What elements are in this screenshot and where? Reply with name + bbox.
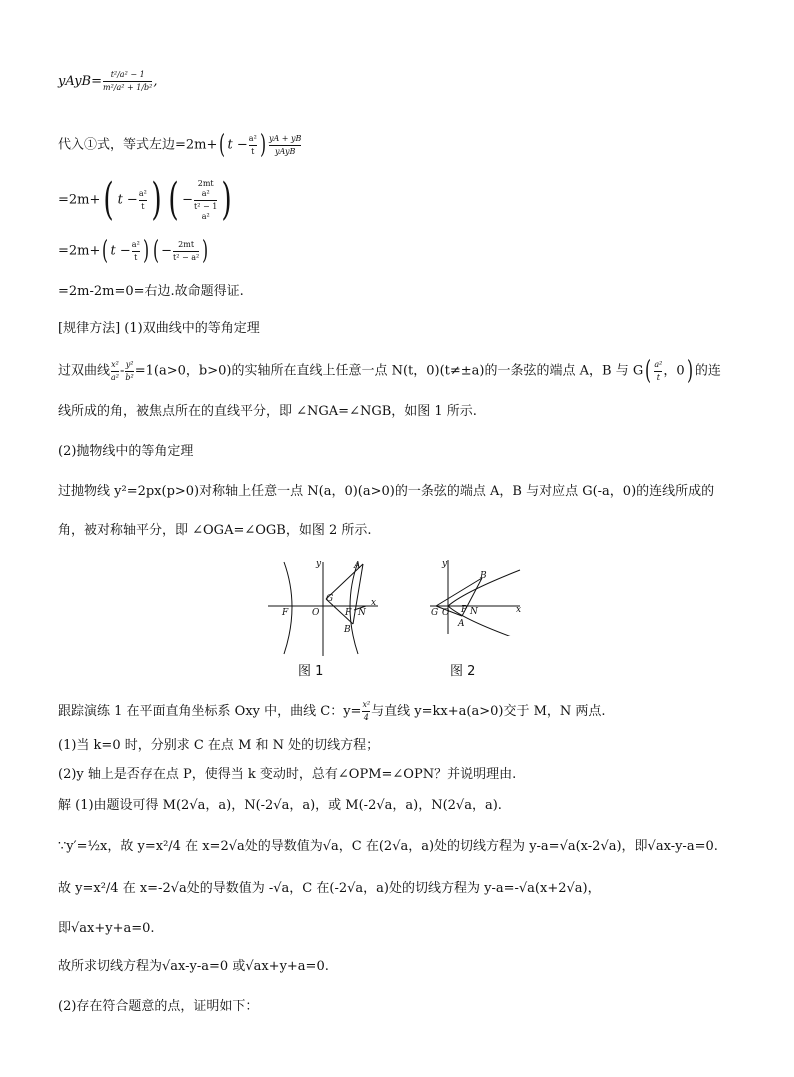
- fraction-numerator: 2mt: [178, 239, 195, 249]
- fraction-numerator: a²: [201, 188, 210, 198]
- text: =2m+: [58, 243, 101, 259]
- fraction: $\frac{\text{x²}}{4}$: [362, 700, 371, 722]
- formula-yayb: [58, 70, 158, 93]
- solution-line-1: 解 (1)由题设可得 M(2√a，a)，N(-2√a，a)，或 M(-2√a，a)，N(2√a，a).: [58, 798, 502, 813]
- fraction-denominator: t² − a²: [173, 252, 200, 262]
- fraction-denominator: a²: [201, 211, 210, 221]
- point-label-b: B: [480, 571, 487, 581]
- text: =2m+: [58, 192, 101, 208]
- text: t −: [227, 137, 248, 153]
- fraction-numerator: a²: [248, 133, 257, 143]
- formula-step2: =2m+( t − $\frac{\text{a²}}{t}$ ) ( − $\frac{2mt}{\text{t² − a²}}$ ): [58, 236, 209, 266]
- formula-lhs: yAyB=: [58, 74, 102, 89]
- solution-line-4: 即√ax+y+a=0.: [58, 921, 155, 936]
- fraction: [194, 179, 217, 222]
- fraction-denominator: t: [251, 146, 255, 156]
- point-label-f2: F: [345, 608, 352, 618]
- point-label-n: N: [470, 607, 478, 617]
- fraction: [139, 189, 147, 212]
- fraction-denominator: t: [134, 252, 138, 262]
- point-label-a: A: [458, 619, 465, 629]
- exercise-statement: [58, 700, 606, 723]
- figure-2-caption: 图 2: [450, 664, 476, 679]
- origin-label: O: [312, 608, 320, 618]
- fraction-denominator: m²/a² + 1/b²: [103, 83, 153, 92]
- fraction-numerator: 2mt: [197, 178, 214, 188]
- fraction-denominator: yAyB: [274, 146, 296, 156]
- text: =1(a>0，b>0)的实轴所在直线上任意一点 N(t，0)(t≠±a)的一条弦的端点 A，B 与 G: [134, 363, 644, 379]
- fraction-numerator: a²: [138, 188, 147, 198]
- point-label-n: N: [358, 608, 366, 618]
- text: 过双曲线: [58, 363, 111, 379]
- hyperbola-theorem: 过双曲线 $\frac{\text{x²}}{\text{a²}}$ - $\frac{\text{y²}}{\text{b²}}$ =1(a>0，b>0)的实轴所在直线上任意一点 N(t，0)(t≠±a)的一条弦的端点 A，B 与 G( $\frac{\text{a²}}{t}$ ，0) 的连: [58, 356, 721, 386]
- fraction: [654, 360, 662, 383]
- point-label-g: G: [431, 608, 439, 618]
- fraction-denominator: t: [656, 372, 660, 382]
- solution-line-2: ∵y′=½x，故 y=x²/4 在 x=2√a处的导数值为√a，C 在(2√a，a)处的切线方程为 y-a=√a(x-2√a)，即√ax-y-a=0.: [58, 839, 718, 854]
- fraction: [132, 240, 140, 263]
- point-label-p: P: [461, 605, 468, 615]
- fraction-numerator: t²/a² − 1: [110, 70, 145, 79]
- fraction-numerator: a²: [654, 359, 663, 369]
- formula-tail: ,: [153, 74, 158, 89]
- formula-substitute: 代入①式，等式左边=2m+( t − $\frac{\text{a²}}{t}$ ) $\frac{yA + yB}{\text{yAyB}}$: [58, 130, 302, 160]
- text: 跟踪演练 1 在平面直角坐标系 Oxy 中，曲线 C：y=: [58, 704, 362, 719]
- fraction-numerator: yA + yB: [268, 133, 302, 143]
- text: 代入①式，等式左边=2m+: [58, 137, 218, 153]
- hyperbola-theorem-cont: 线所成的角，被焦点所在的直线平分，即 ∠NGA=∠NGB，如图 1 所示.: [58, 404, 477, 419]
- point-label-a: A: [354, 561, 361, 571]
- text: 与直线 y=kx+a(a>0)交于 M，N 两点.: [371, 704, 606, 719]
- solution-line-3: 故 y=x²/4 在 x=-2√a处的导数值为 -√a，C 在(-2√a，a)处的切线方程为 y-a=-√a(x+2√a)，: [58, 881, 601, 896]
- figure-2-parabola: [428, 556, 532, 636]
- text: t −: [110, 243, 131, 259]
- solution-line-5: 故所求切线方程为√ax-y-a=0 或√ax+y+a=0.: [58, 959, 329, 974]
- text: t −: [117, 192, 138, 208]
- method-heading: [规律方法] (1)双曲线中的等角定理: [58, 321, 260, 336]
- exercise-part-2: (2)y 轴上是否存在点 P，使得当 k 变动时，总有∠OPM=∠OPN？并说明理由.: [58, 767, 517, 782]
- fraction: [249, 134, 257, 157]
- axis-label-y: y: [442, 559, 448, 569]
- solution-line-6: (2)存在符合题意的点，证明如下：: [58, 999, 259, 1014]
- axis-label-x: x: [371, 598, 377, 608]
- fraction: [103, 70, 152, 93]
- fraction-numerator: a²: [131, 239, 140, 249]
- fraction: $\frac{\text{y²}}{\text{b²}}$: [125, 359, 134, 382]
- origin-label: O: [442, 608, 450, 618]
- point-label-g: G: [326, 594, 334, 604]
- fraction-denominator: t² − 1: [194, 201, 218, 211]
- parabola-heading: (2)抛物线中的等角定理: [58, 444, 194, 459]
- point-label-b: B: [344, 625, 351, 635]
- figure-1-hyperbola: [266, 556, 386, 658]
- parabola-theorem-cont: 角，被对称轴平分，即 ∠OGA=∠OGB，如图 2 所示.: [58, 523, 372, 538]
- point-label-f1: F: [282, 608, 289, 618]
- text: 的连: [694, 363, 721, 379]
- fraction: [173, 240, 199, 263]
- figure-1-caption: 图 1: [298, 664, 324, 679]
- axis-label-y: y: [316, 559, 322, 569]
- fraction: $\frac{\text{x²}}{\text{a²}}$: [111, 359, 119, 382]
- fraction: [269, 134, 301, 157]
- exercise-part-1: (1)当 k=0 时，分别求 C 在点 M 和 N 处的切线方程；: [58, 738, 380, 753]
- conclusion-line: =2m-2m=0=右边.故命题得证.: [58, 284, 244, 299]
- parabola-theorem: 过抛物线 y²=2px(p>0)对称轴上任意一点 N(a，0)(a>0)的一条弦的端点 A，B 与对应点 G(-a，0)的连线所成的: [58, 484, 715, 499]
- axis-label-x: x: [516, 605, 522, 615]
- fraction-denominator: t: [141, 201, 145, 211]
- formula-step1: =2m+( t − $\frac{\text{a²}}{t}$ ) ( − 2mt a² t² − 1 a² ): [58, 174, 233, 225]
- text: 0: [676, 363, 685, 379]
